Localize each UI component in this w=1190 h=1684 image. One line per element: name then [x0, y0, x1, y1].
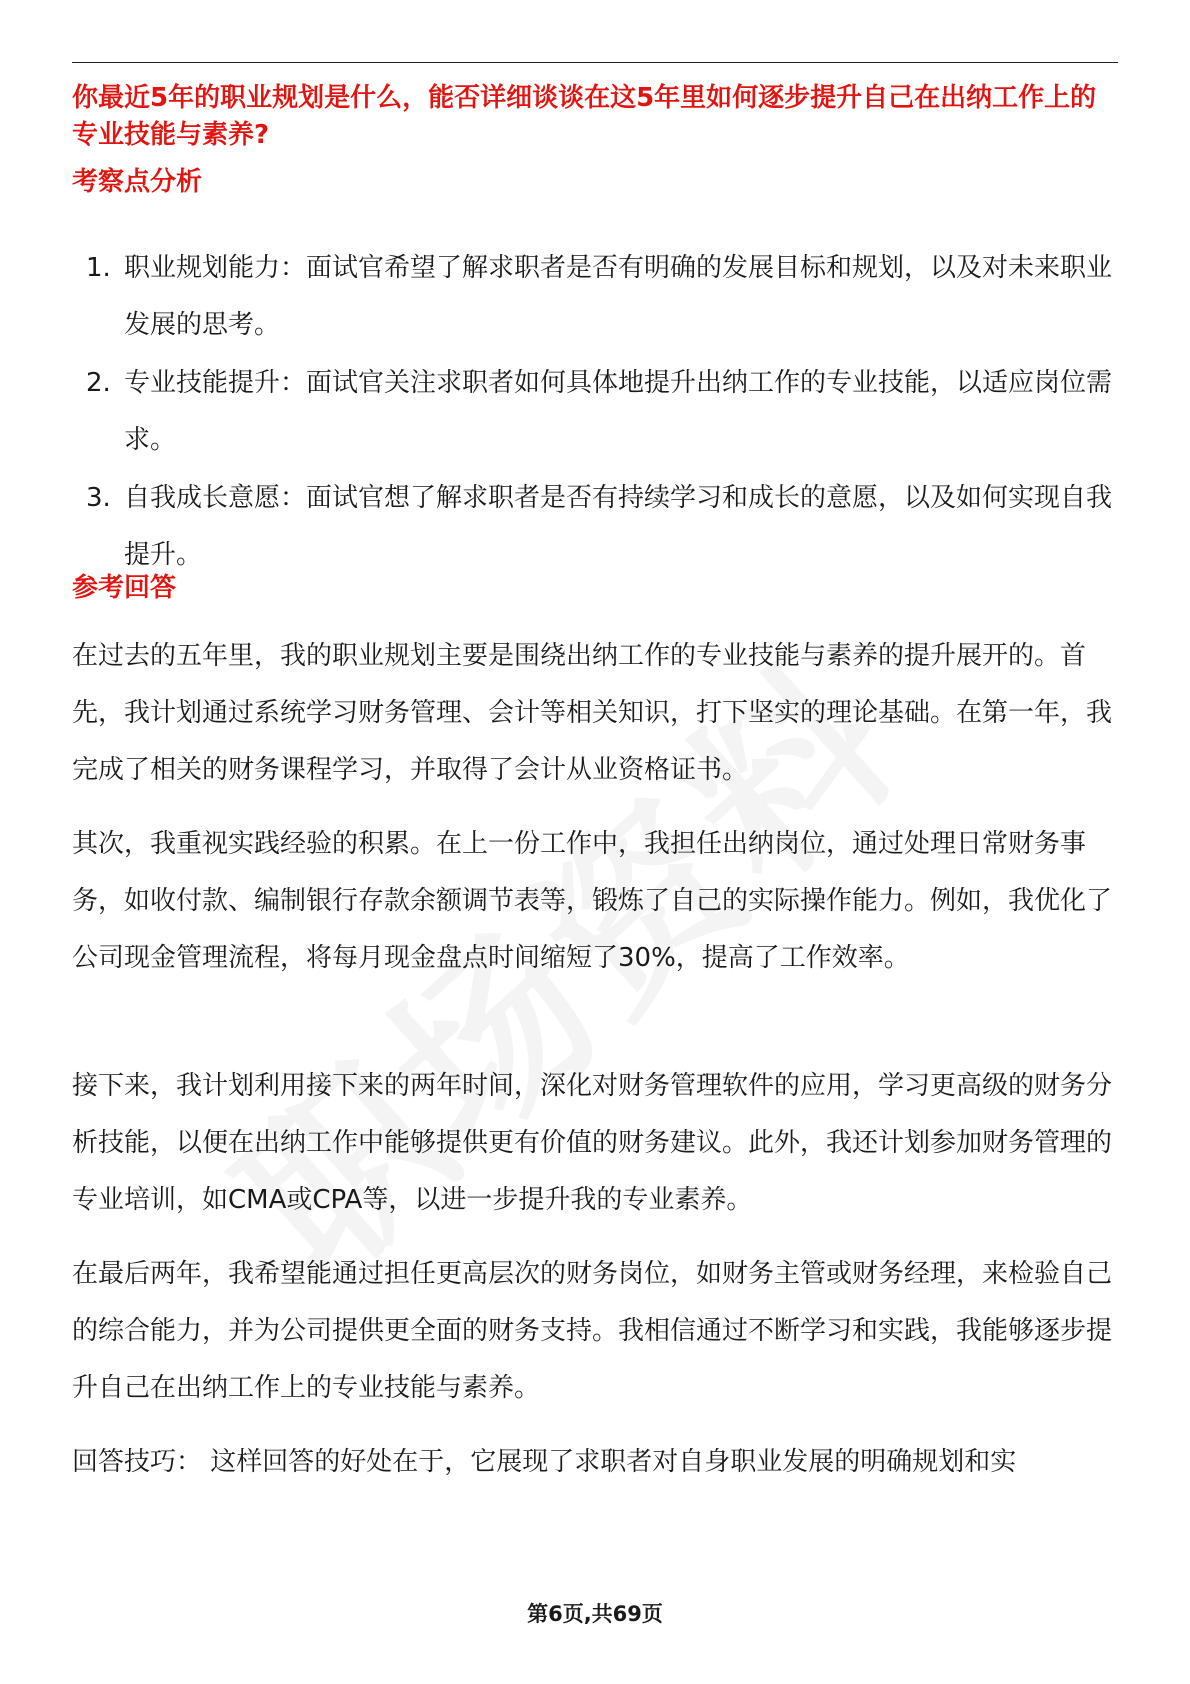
answer-paragraph: 其次，我重视实践经验的积累。在上一份工作中，我担任出纳岗位，通过处理日常财务事务，如收付款、编制银行存款余额调节表等，锻炼了自己的实际操作能力。例如，我优化了公司现金管理流程，将每月现金盘点时间缩短了30%，提高了工作效率。 [72, 829, 1113, 973]
answer-paragraph: 在过去的五年里，我的职业规划主要是围绕出纳工作的专业技能与素养的提升展开的。首先，我计划通过系统学习财务管理、会计等相关知识，打下坚实的理论基础。在第一年，我完成了相关的财务课程学习，并取得了会计从业资格证书。 [72, 641, 1113, 785]
page-number-footer: 第6页,共69页 [527, 1602, 663, 1626]
point-number: 1. [86, 253, 111, 283]
question-title: 你最近5年的职业规划是什么，能否详细谈谈在这5年里如何逐步提升自己在出纳工作上的专业技能与素养? [72, 83, 1097, 150]
analysis-point [72, 470, 1118, 584]
point-text: 职业规划能力：面试官希望了解求职者是否有明确的发展目标和规划，以及对未来职业发展的思考。 [124, 253, 1113, 340]
answer-heading: 参考回答 [72, 573, 177, 603]
answer-tips: 回答技巧： 这样回答的好处在于，它展现了求职者对自身职业发展的明确规划和实 [72, 1447, 1017, 1477]
answer-paragraph: 在最后两年，我希望能通过担任更高层次的财务岗位，如财务主管或财务经理，来检验自己的综合能力，并为公司提供更全面的财务支持。我相信通过不断学习和实践，我能够逐步提升自己在出纳工作上的专业技能与素养。 [72, 1259, 1113, 1403]
answer-paragraph: 接下来，我计划利用接下来的两年时间，深化对财务管理软件的应用，学习更高级的财务分析技能，以便在出纳工作中能够提供更有价值的财务建议。此外，我还计划参加财务管理的专业培训，如CMA或CPA等，以进一步提升我的专业素养。 [72, 1071, 1113, 1215]
analysis-heading: 考察点分析 [72, 167, 203, 197]
analysis-point [72, 355, 1118, 469]
point-text: 专业技能提升：面试官关注求职者如何具体地提升出纳工作的专业技能，以适应岗位需求。 [124, 368, 1113, 455]
top-divider [72, 62, 1118, 63]
point-number: 2. [86, 368, 111, 398]
point-text: 自我成长意愿：面试官想了解求职者是否有持续学习和成长的意愿，以及如何实现自我提升。 [124, 483, 1113, 570]
analysis-point [72, 240, 1118, 354]
point-number: 3. [86, 483, 111, 513]
analysis-point-list [72, 240, 1118, 585]
